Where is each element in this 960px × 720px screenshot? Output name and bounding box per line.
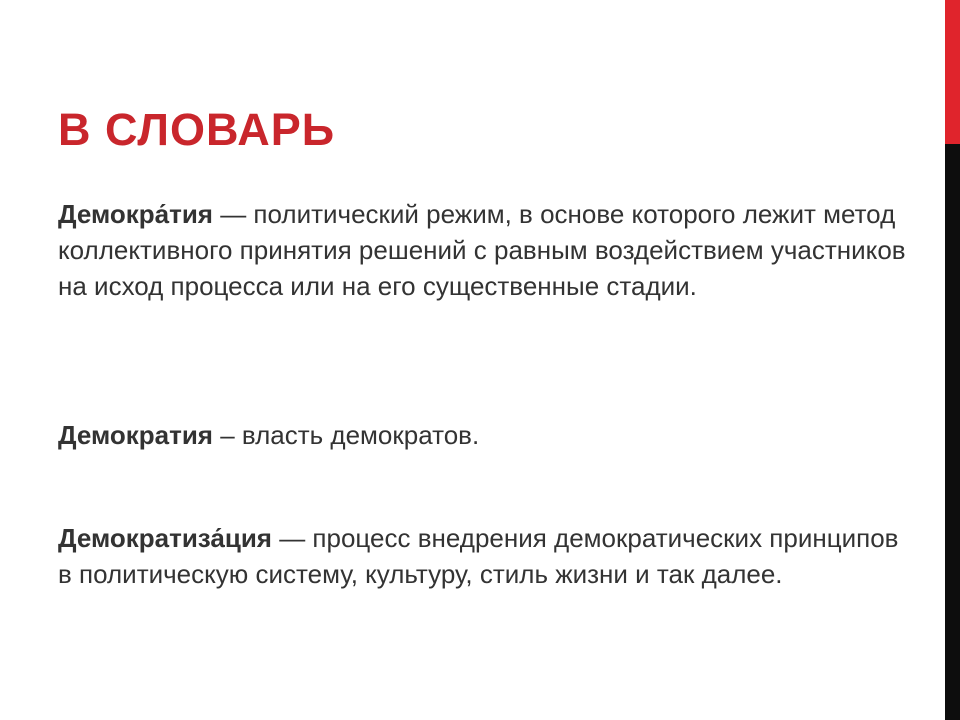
accent-bar-red: [945, 0, 960, 144]
definition-term: Демокра́тия: [58, 199, 213, 229]
definition-democracy-joke: [58, 417, 918, 453]
accent-bar-dark: [945, 144, 960, 720]
definition-democratization: [58, 520, 918, 592]
definition-term: Демократия: [58, 420, 213, 450]
definition-term: Демократиза́ция: [58, 523, 272, 553]
definition-democracy: [58, 196, 918, 304]
definition-text: – власть демократов.: [212, 420, 480, 450]
definition-text: — процесс внедрения демократических принципов в политическую систему, культуру, стиль жизни и так далее.: [58, 523, 899, 589]
definition-text: — политический режим, в основе которого лежит метод коллективного принятия решений с равным воздействием участников на исход процесса или на его существенные стадии.: [58, 199, 906, 301]
slide-title: В СЛОВАРЬ: [58, 104, 336, 155]
